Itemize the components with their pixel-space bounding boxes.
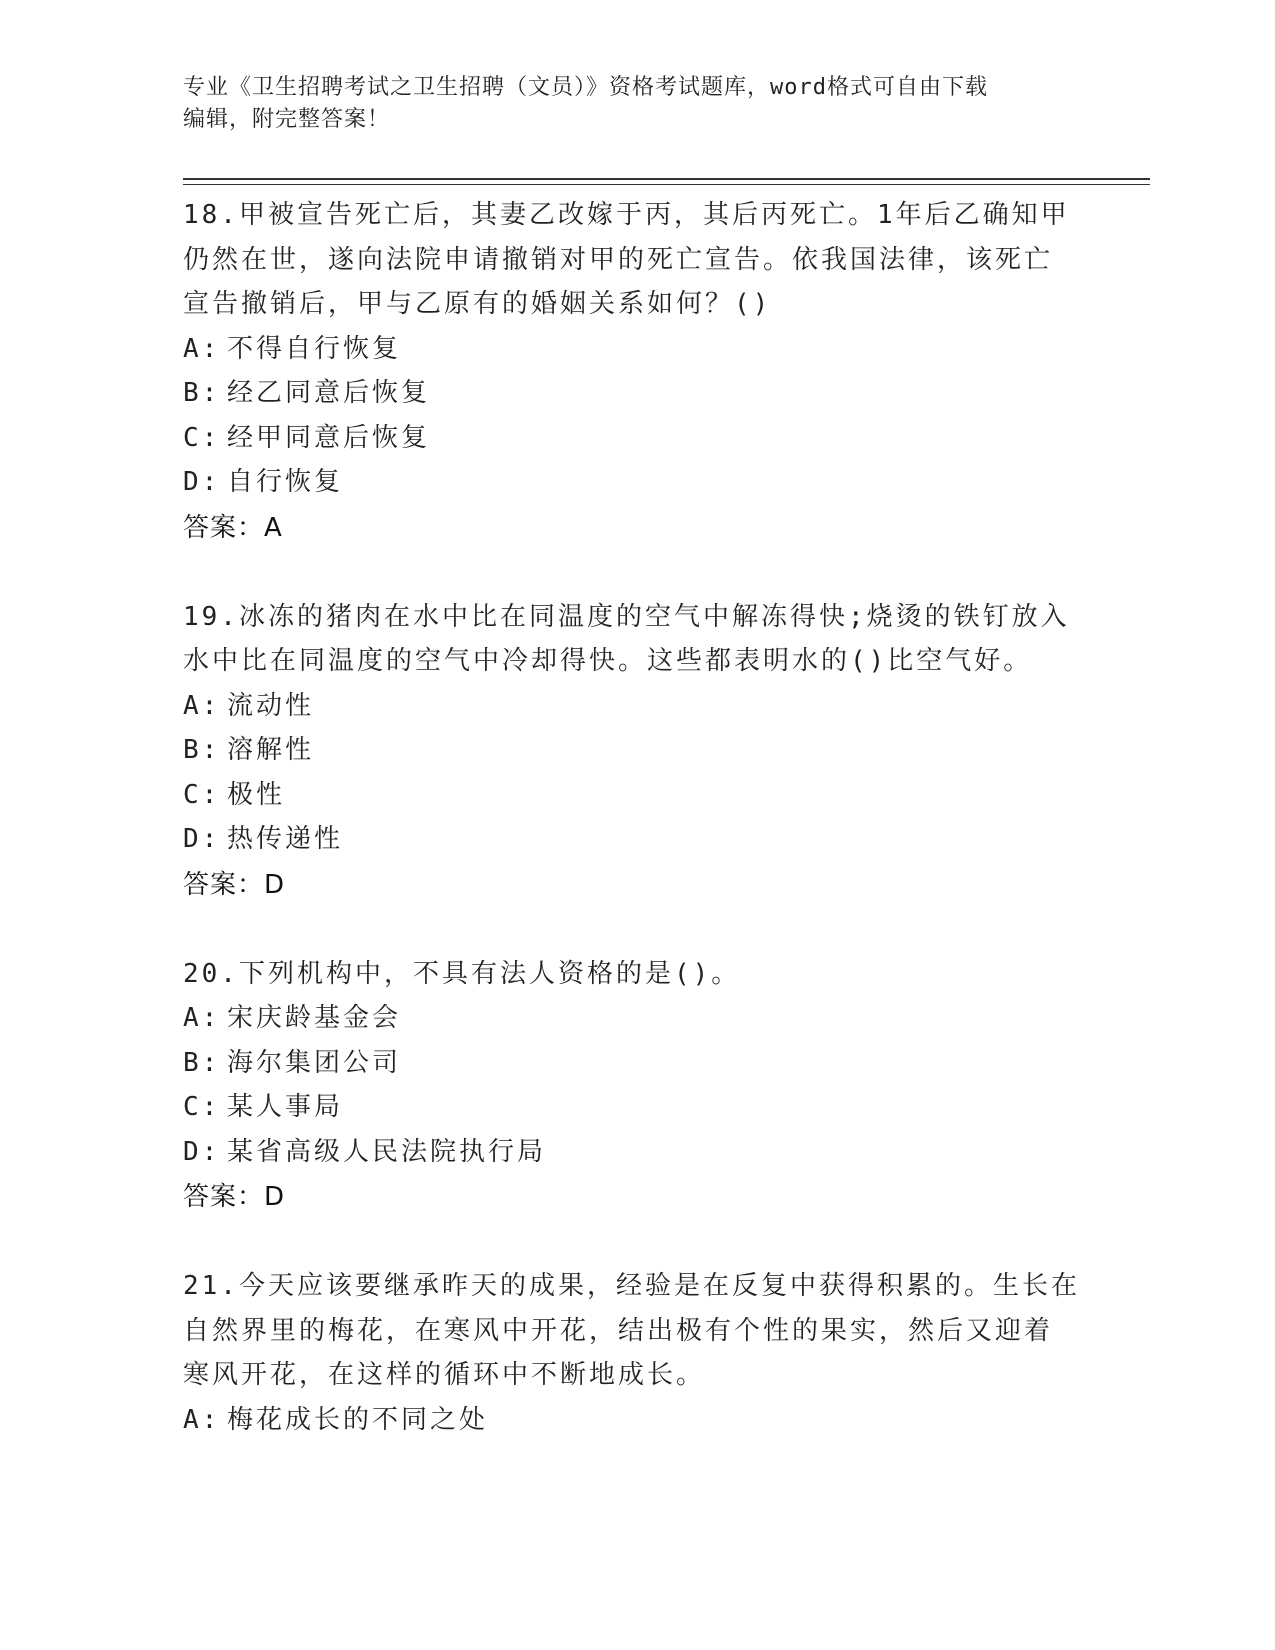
option-letter: D:: [183, 1136, 221, 1167]
question-stem-line: 宣告撤销后，甲与乙原有的婚姻关系如何？(): [183, 289, 772, 319]
option-a: [183, 327, 1083, 372]
document-header: [183, 72, 1063, 136]
option-b: [183, 728, 1083, 773]
option-a: [183, 996, 1083, 1041]
option-letter: A:: [183, 333, 221, 364]
option-letter: A:: [183, 1404, 221, 1435]
option-text: 热传递性: [227, 824, 344, 854]
header-divider-thick: [183, 178, 1150, 180]
header-divider-thin: [183, 184, 1150, 185]
option-letter: C:: [183, 422, 221, 453]
option-b: [183, 1041, 1083, 1086]
option-letter: A:: [183, 690, 221, 721]
question-18: [183, 193, 1083, 551]
option-text: 梅花成长的不同之处: [227, 1404, 489, 1435]
question-19: [183, 595, 1083, 908]
option-letter: C:: [183, 779, 221, 810]
question-stem-line: 20.下列机构中，不具有法人资格的是()。: [183, 958, 741, 989]
option-d: [183, 1130, 1083, 1175]
option-text: 流动性: [227, 690, 315, 721]
question-stem-line: 18.甲被宣告死亡后，其妻乙改嫁于丙，其后丙死亡。1年后乙确知甲: [183, 200, 1070, 230]
option-text: 经甲同意后恢复: [227, 422, 431, 453]
answer-line: 答案：A: [183, 512, 283, 543]
option-a: [183, 1398, 1083, 1443]
option-d: [183, 817, 1083, 862]
option-letter: B:: [183, 735, 221, 765]
option-c: [183, 773, 1083, 818]
option-d: [183, 460, 1083, 505]
option-text: 某省高级人民法院执行局: [227, 1136, 547, 1167]
question-stem-line: 寒风开花，在这样的循环中不断地成长。: [183, 1360, 706, 1390]
option-a: [183, 684, 1083, 729]
option-letter: A:: [183, 1003, 221, 1033]
option-text: 自行恢复: [227, 467, 344, 497]
option-letter: B:: [183, 1047, 221, 1078]
option-text: 经乙同意后恢复: [227, 378, 431, 408]
option-text: 极性: [227, 779, 286, 810]
question-stem-line: 水中比在同温度的空气中冷却得快。这些都表明水的()比空气好。: [183, 646, 1033, 676]
question-21: [183, 1264, 1083, 1442]
header-line-1: 专业《卫生招聘考试之卫生招聘（文员）》资格考试题库，word格式可自由下载: [183, 75, 988, 100]
option-text: 海尔集团公司: [227, 1047, 402, 1078]
question-stem-line: 仍然在世，遂向法院申请撤销对甲的死亡宣告。依我国法律，该死亡: [183, 244, 1054, 275]
option-text: 溶解性: [227, 735, 315, 765]
question-stem-line: 21.今天应该要继承昨天的成果，经验是在反复中获得积累的。生长在: [183, 1271, 1080, 1301]
question-stem-line: 19.冰冻的猪肉在水中比在同温度的空气中解冻得快;烧烫的铁钉放入: [183, 601, 1070, 632]
option-text: 不得自行恢复: [227, 333, 402, 364]
option-letter: D:: [183, 467, 221, 497]
question-list: [183, 193, 1083, 1442]
option-letter: C:: [183, 1092, 221, 1122]
option-b: [183, 371, 1083, 416]
question-20: [183, 952, 1083, 1221]
option-text: 某人事局: [227, 1092, 344, 1122]
question-stem-line: 自然界里的梅花，在寒风中开花，结出极有个性的果实，然后又迎着: [183, 1315, 1054, 1346]
option-letter: B:: [183, 378, 221, 408]
option-c: [183, 1085, 1083, 1130]
option-c: [183, 416, 1083, 461]
header-line-2: 编辑，附完整答案！: [183, 107, 391, 132]
option-letter: D:: [183, 824, 221, 854]
option-text: 宋庆龄基金会: [227, 1003, 402, 1033]
answer-line: 答案：D: [183, 1182, 286, 1212]
answer-line: 答案：D: [183, 869, 286, 900]
